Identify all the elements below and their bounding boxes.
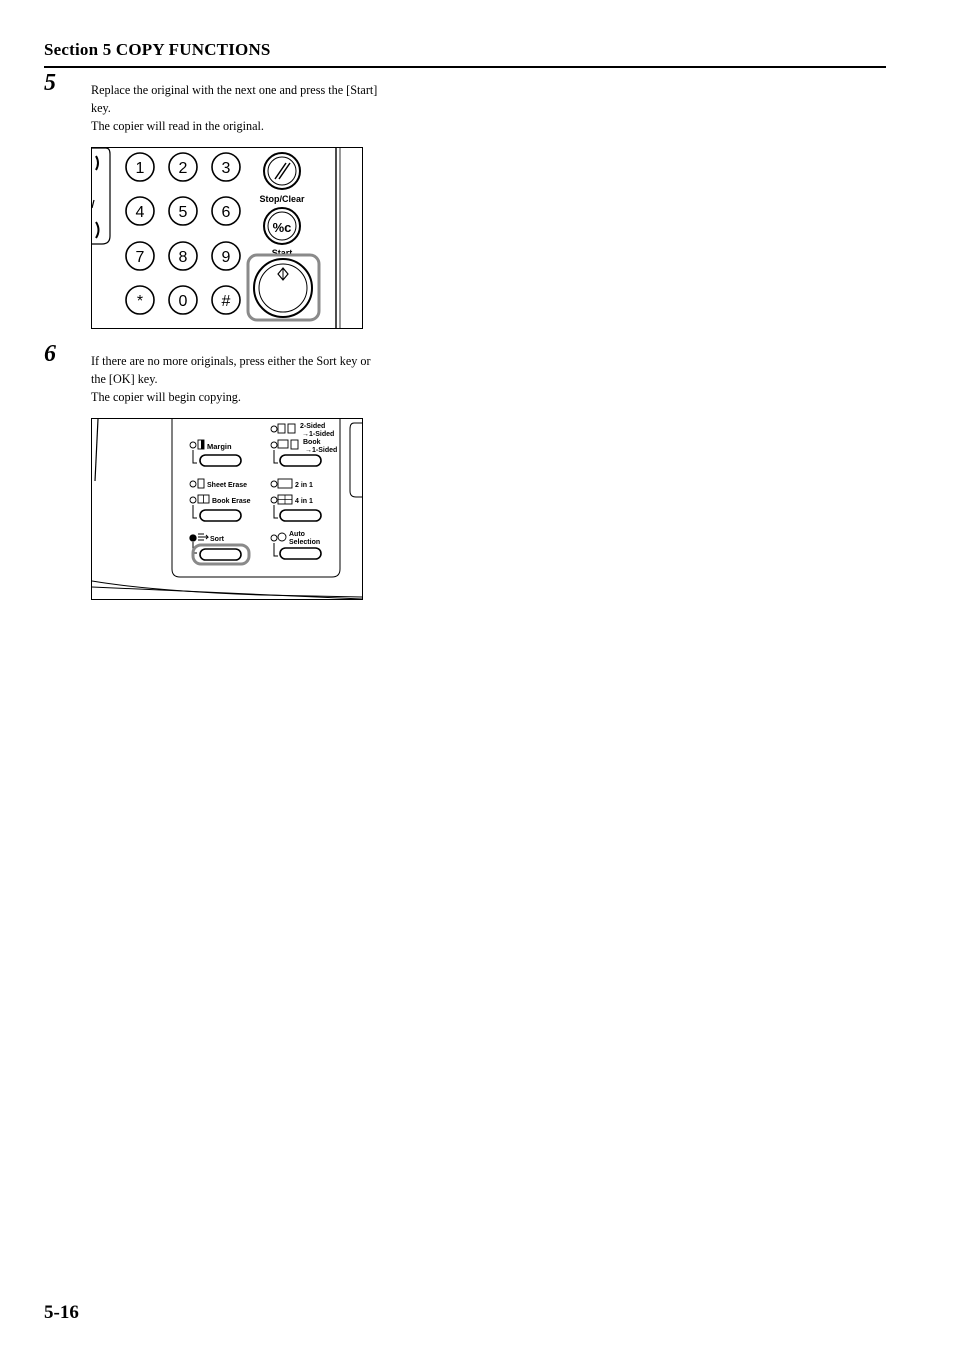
sort-key[interactable] — [200, 549, 241, 560]
auto-selection-line-1: Auto — [289, 531, 305, 538]
function-panel-svg — [92, 419, 362, 599]
key-9-label: 9 — [221, 249, 231, 266]
margin-label: Margin — [207, 442, 232, 451]
sheet-erase-icon — [198, 479, 204, 488]
margin-bracket — [193, 450, 197, 463]
book-indicator — [271, 442, 277, 448]
duplex-bracket — [274, 450, 278, 463]
keypad-svg — [92, 148, 362, 328]
step-6-line-3: The copier will begin copying. — [91, 390, 241, 404]
header-rule — [44, 66, 886, 68]
key-0-label: 0 — [178, 293, 188, 310]
book-erase-indicator — [190, 497, 196, 503]
sheet-erase-indicator — [190, 481, 196, 487]
step-number-6: 6 — [44, 341, 56, 367]
combine-bracket — [274, 505, 278, 518]
key-7-label: 7 — [135, 249, 145, 266]
auto-selection-line-2: Selection — [289, 539, 321, 546]
auto-selection-bracket — [274, 543, 278, 556]
two-sided-icon — [278, 424, 285, 433]
panel-edge-left — [92, 148, 110, 244]
book-line-2: →1-Sided — [305, 447, 338, 454]
two-in-one-indicator — [271, 481, 277, 487]
two-sided-indicator — [271, 426, 277, 432]
step-6-text — [91, 352, 451, 406]
sort-indicator — [190, 535, 196, 541]
erase-bracket — [193, 505, 197, 518]
key-2-label: 2 — [178, 160, 188, 177]
key-8-label: 8 — [178, 249, 188, 266]
section-title: Section 5 COPY FUNCTIONS — [44, 40, 271, 59]
stop-clear-label: Stop/Clear — [259, 194, 305, 204]
keypad-illustration — [91, 147, 363, 329]
step-number-5: 5 — [44, 70, 56, 96]
book-icon — [278, 440, 288, 448]
step-5-line-3: The copier will read in the original. — [91, 119, 264, 133]
margin-icon-fill — [201, 440, 204, 449]
key-5-label: 5 — [178, 204, 188, 221]
margin-indicator — [190, 442, 196, 448]
numeric-keys — [126, 153, 240, 314]
panel-mark-2 — [96, 222, 99, 238]
stop-clear-key[interactable] — [264, 153, 300, 189]
start-label: Start — [271, 248, 293, 258]
step-6-line-1: If there are no more originals, press either the Sort key or — [91, 354, 371, 368]
sort-label: Sort — [210, 536, 224, 543]
reset-key-symbol: %c — [272, 220, 292, 235]
duplex-key[interactable] — [280, 455, 321, 466]
key-4-label: 4 — [135, 204, 145, 221]
key-hash-label: # — [221, 293, 231, 310]
page-number: 5-16 — [44, 1302, 79, 1323]
step-5-text — [91, 81, 451, 135]
sort-icon — [198, 534, 208, 540]
book-line-1: Book — [303, 439, 321, 446]
combine-key[interactable] — [280, 510, 321, 521]
two-in-one-label: 2 in 1 — [295, 482, 313, 489]
step-6-line-2: the [OK] key. — [91, 372, 158, 386]
two-in-one-icon — [278, 479, 292, 488]
book-icon-2 — [291, 440, 298, 449]
panel-edge-right — [350, 423, 362, 497]
erase-key[interactable] — [200, 510, 241, 521]
book-erase-label: Book Erase — [212, 498, 251, 505]
step-5-line-2: key. — [91, 101, 111, 115]
panel-base-line — [92, 587, 362, 599]
auto-selection-indicator — [271, 535, 277, 541]
function-panel-illustration — [91, 418, 363, 600]
panel-mark-3 — [92, 200, 94, 208]
key-6-label: 6 — [221, 204, 231, 221]
two-sided-icon-2 — [288, 424, 295, 433]
panel-edge-left — [95, 419, 98, 481]
margin-key[interactable] — [200, 455, 241, 466]
two-sided-line-1: 2-Sided — [300, 423, 326, 430]
panel-mark-1 — [96, 156, 98, 170]
key-3-label: 3 — [221, 160, 231, 177]
sheet-erase-label: Sheet Erase — [207, 482, 248, 489]
auto-selection-key[interactable] — [280, 548, 321, 559]
four-in-one-indicator — [271, 497, 277, 503]
key-asterisk-label: * — [136, 293, 144, 310]
auto-selection-icon — [278, 533, 286, 541]
four-in-one-label: 4 in 1 — [295, 498, 313, 505]
step-5-line-1: Replace the original with the next one and press the [Start] — [91, 83, 378, 97]
key-1-label: 1 — [135, 160, 145, 177]
two-sided-line-2: →1-Sided — [302, 431, 335, 438]
